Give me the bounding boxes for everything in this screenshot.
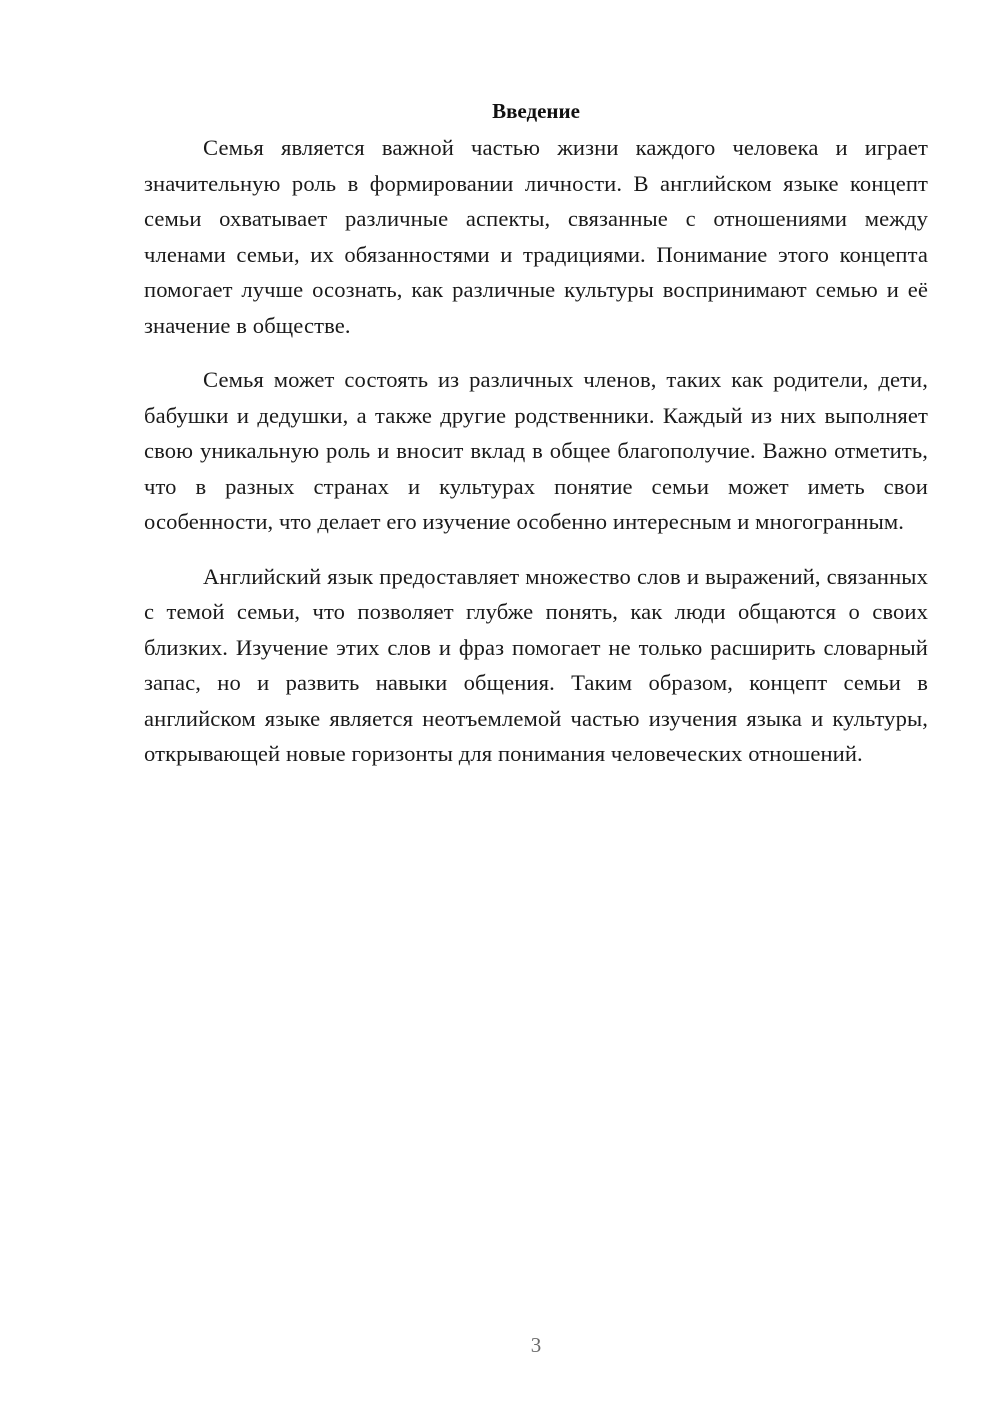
paragraph-3: Английский язык предоставляет множество слов и выражений, связанных с темой семьи, что позволяет глубже понять, как люди общаются о своих близких. Изучение этих слов и фраз помогает не только расширить словарный запас, но и развить навыки общения. Таким образом, концепт семьи в английском языке является неотъемлемой частью изучения языка и культуры, открывающей новые горизонты для понимания человеческих отношений.	[144, 563, 928, 766]
paragraph-2: Семья может состоять из различных членов, таких как родители, дети, бабушки и дедушки, а также другие родственники. Каждый из них выполняет свою уникальную роль и вносит вклад в общее благополучие. Важно отметить, что в разных странах и культурах понятие семьи может иметь свои особенности, что делает его изучение особенно интересным и многогранным.	[144, 367, 928, 534]
page-number: 3	[530, 1333, 542, 1357]
page-content	[144, 96, 928, 772]
page-title: Введение	[492, 99, 580, 123]
paragraph-1: Семья является важной частью жизни каждого человека и играет значительную роль в формировании личности. В английском языке концепт семьи охватывает различные аспекты, связанные с отношениями между членами семьи, их обязанностями и традициями. Понимание этого концепта помогает лучше осознать, как различные культуры воспринимают семью и её значение в обществе.	[144, 135, 928, 338]
